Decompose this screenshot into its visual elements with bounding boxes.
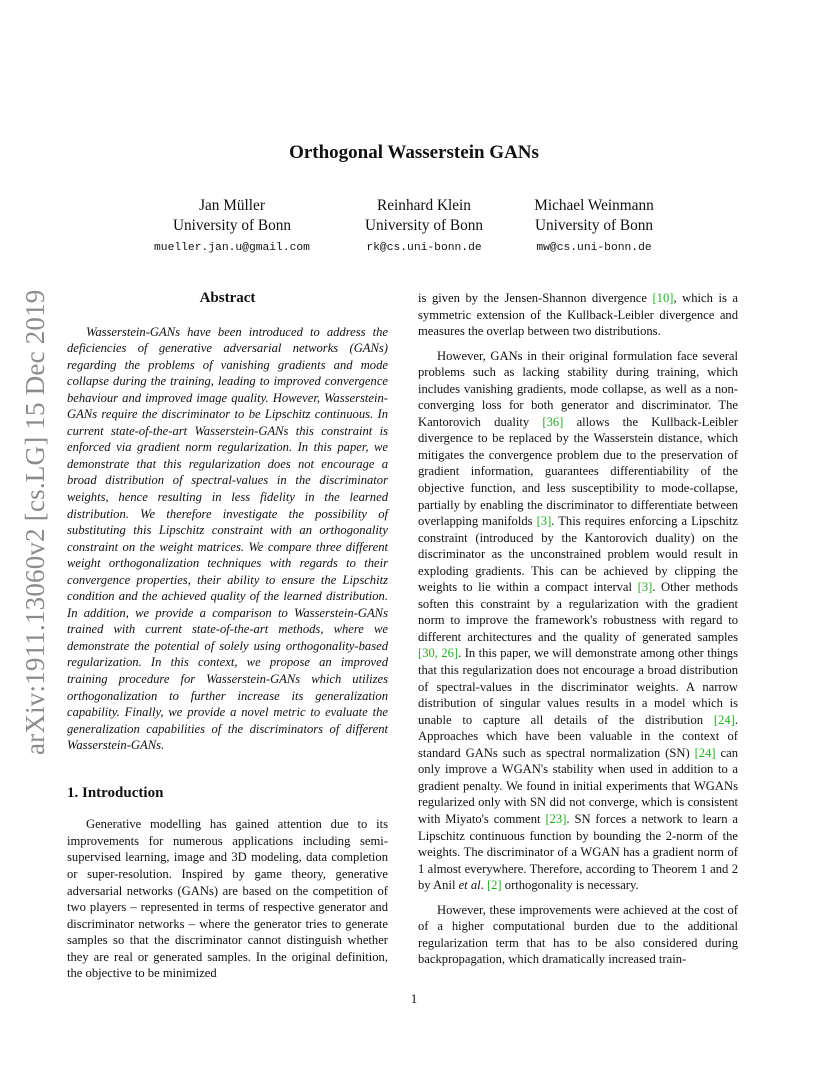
author-email[interactable]: rk@cs.uni-bonn.de: [366, 242, 482, 254]
et-al-text: et al: [458, 878, 481, 893]
author-block: [130, 196, 334, 258]
abstract-text: Wasserstein-GANs have been introduced to address the deficiencies of generative adversarial networks (GANs) regarding the problems of vanishing gradients and mode collapse during the training, leading to improved convergence behaviour and improved image quality. However, Wasserstein-GANs require the discriminator to be Lipschitz continuous. In current state-of-the-art Wasserstein-GANs this constraint is enforced via gradient norm regularization. In this paper, we demonstrate that this regularization does not encourage a broad distribution of spectral-values in the discriminator weights, hence resulting in less fidelity in the learned distribution. We therefore investigate the possibility of substituting this Lipschitz constraint with an orthogonality constraint on the weight matrices. We compare three different weight orthogonalization techniques with regards to their convergence properties, their ability to ensure the Lipschitz condition and the achieved quality of the learned distribution. In addition, we provide a comparison to Wasserstein-GANs trained with current state-of-the-art methods, where we demonstrate the potential of solely using orthogonality-based regularization. In this context, we propose an improved training procedure for Wasserstein-GANs which utilizes orthogonalization to further increase its generalization capability. Finally, we provide a novel metric to evaluate the generalization capabilities of the discriminators of different Wasserstein-GANs.: [67, 324, 388, 753]
author-name: Michael Weinmann: [534, 197, 654, 214]
author-affiliation: University of Bonn: [364, 217, 484, 234]
author-email[interactable]: mueller.jan.u@gmail.com: [154, 242, 310, 254]
section-heading-introduction: 1. Introduction: [67, 784, 164, 801]
abstract-heading: Abstract: [199, 290, 256, 306]
left-column: [67, 290, 388, 982]
right-column: [418, 290, 738, 968]
citation-link[interactable]: [23]: [545, 811, 567, 826]
intro-paragraph: Generative modelling has gained attention due to its improvements for numerous applications including semi-supervised learning, image and 3D modeling, data completion or super-resolution. Inspired by game theory, generative adversarial networks (GANs) are based on the competition of two players – represented in terms of respective generator and discriminator networks – where the generator tries to generate samples so that the discriminator cannot distinguish whether they are real or generated samples. In the original definition, the objective to be minimized: [67, 817, 388, 981]
citation-link[interactable]: [24]: [694, 745, 716, 760]
author-affiliation: University of Bonn: [534, 217, 654, 234]
author-name: Reinhard Klein: [377, 197, 471, 214]
author-block: [492, 196, 696, 258]
author-name: Jan Müller: [199, 197, 265, 214]
arxiv-stamp: arXiv:1911.13060v2 [cs.LG] 15 Dec 2019: [20, 289, 50, 755]
author-email[interactable]: mw@cs.uni-bonn.de: [536, 242, 652, 254]
body-paragraph: However, GANs in their original formulation face several problems such as lacking stability during training, which includes vanishing gradients, mode collapse, as well as a non-converging loss for both generator and discriminator. The Kantorovich duality [36] allows the Kullback-Leibler divergence to be replaced by the Wasserstein distance, which mitigates the convergence problem due to the preservation of gradient information, guarantees differentiability of the objective function, and less susceptibility to mode-collapse, partially by enabling the discriminator to differentiate between overlapping manifolds [3]. This requires enforcing a Lipschitz constraint (introduced by the Kantorovich duality) on the discriminator as the unconstrained problem would result in exploding gradients. This can be achieved by clipping the weights to lie within a compact interval [3]. Other methods soften this constraint by a regularization with the gradient norm to improve the framework's robustness with regard to different architectures and the quality of generated samples [30, 26]. In this paper, we will demonstrate among other things that this regularization does not encourage a broad distribution of spectral-values in the discriminator weights. A narrow distribution of singular values results in a model which is unable to capture all details of the distribution [24]. Approaches which have been valuable in the context of standard GANs such as spectral normalization (SN) [24] can only improve a WGAN's stability when used in addition to a gradient penalty. We found in initial experiments that WGANs regularized only with SN did not converge, which is consistent with Miyato's comment [23]. SN forces a network to learn a Lipschitz continuous function by bounding the 2-norm of the weights. The discriminator of a WGAN has a gradient norm of 1 almost everywhere. Therefore, according to Theorem 1 and 2 by Anil et al. [2] orthogonality is necessary.: [418, 348, 739, 893]
citation-link[interactable]: [10]: [652, 291, 674, 305]
author-affiliation: University of Bonn: [172, 217, 292, 234]
citation-link[interactable]: [24]: [713, 712, 735, 727]
body-paragraph: However, these improvements were achieved at the cost of of a higher computational burden due to the additional regularization term that has to be also considered during backpropagation, which dramatically increased train-: [418, 902, 738, 967]
citation-link[interactable]: [30, 26]: [418, 646, 459, 661]
citation-link[interactable]: [2]: [486, 878, 502, 893]
body-paragraph: is given by the Jensen-Shannon divergence [10], which is a symmetric extension of the Kullback-Leibler divergence and measures the overlap between two distributions.: [418, 291, 738, 339]
citation-link[interactable]: [3]: [536, 514, 552, 529]
paper-title: Orthogonal Wasserstein GANs: [289, 142, 539, 163]
citation-link[interactable]: [36]: [542, 414, 564, 429]
citation-link[interactable]: [3]: [637, 580, 653, 595]
page-number: 1: [410, 991, 418, 1006]
